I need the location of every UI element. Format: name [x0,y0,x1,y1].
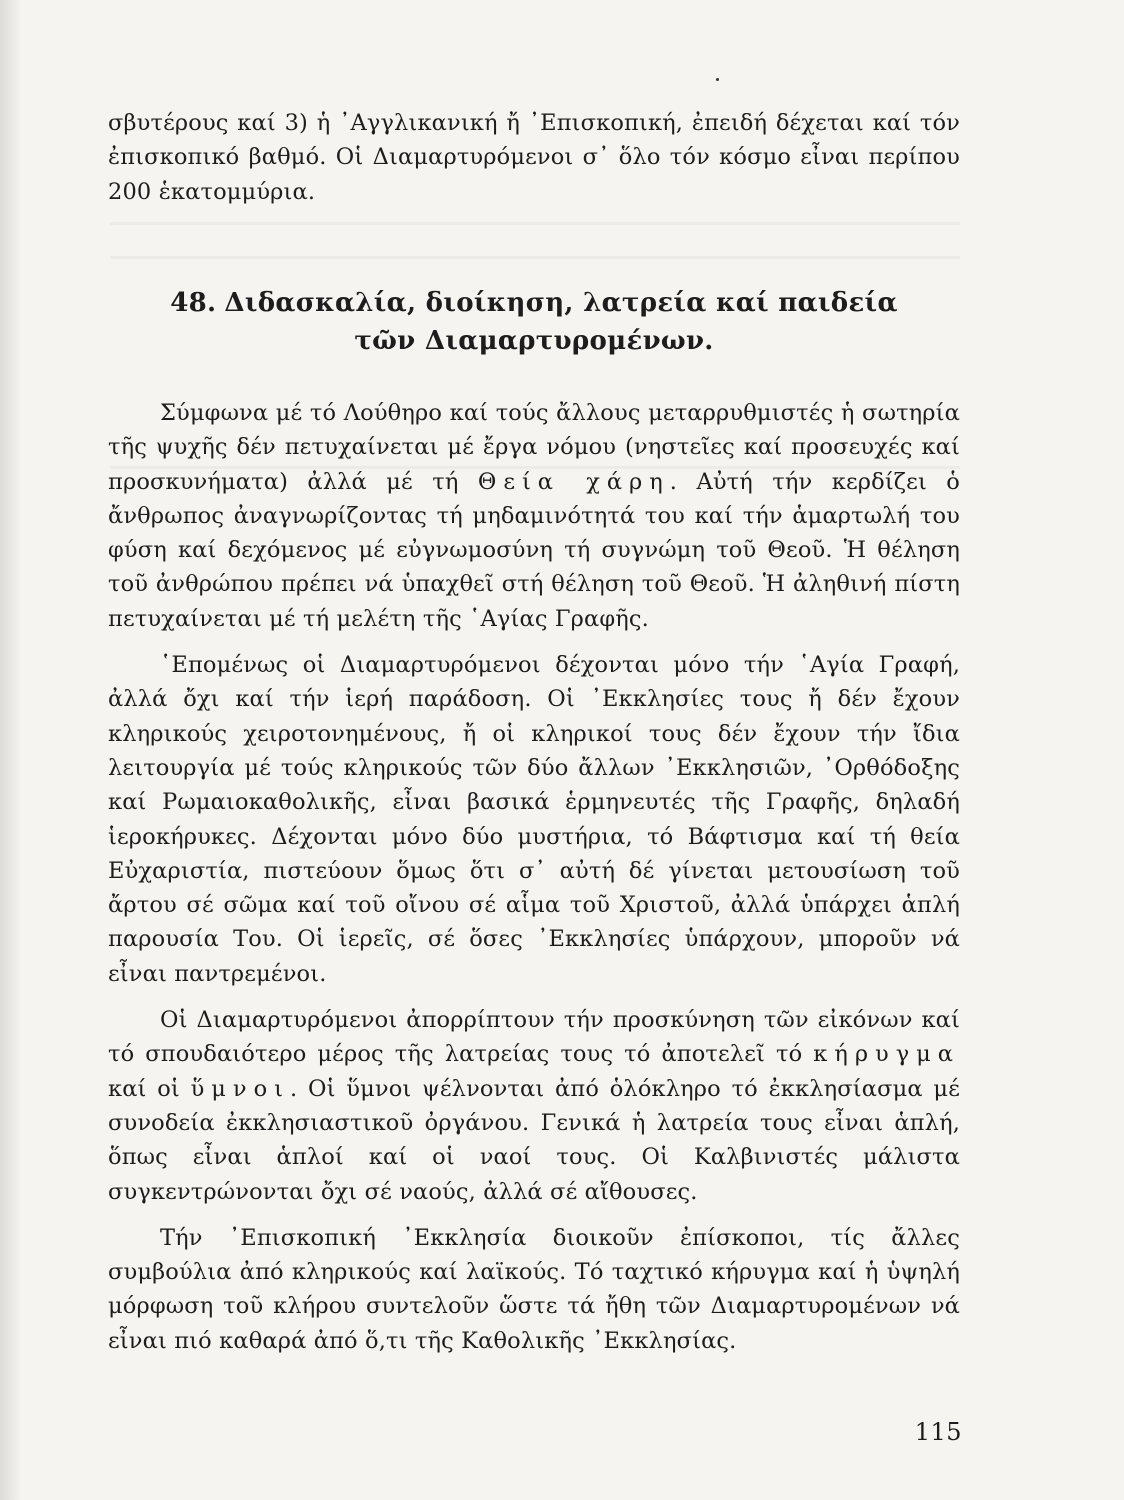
paragraph-salvation [108,396,960,636]
paragraph-text: . Οἱ ὕμνοι ψέλνονται ἀπό ὁλόκληρο τό ἐκκλησίασμα μέ συνοδεία ἐκκλησιαστικοῦ ὀργάνου. Γενικά ἡ λατρεία τους εἶναι ἁπλή, ὅπως εἶναι ἁπλοί καί οἱ ναοί τους. Οἱ Καλβινιστές μάλιστα συγκεντρώνονται ὄχι σέ ναούς, ἀλλά σέ αἴθουσες. [108,1075,961,1205]
section-body [108,396,960,1358]
paragraph-text: Οἱ Διαμαρτυρόμενοι ἀπορρίπτουν τήν προσκύνηση τῶν εἰκόνων καί τό σπουδαιότερο μέρος τῆς λατρείας τους τό ἀποτελεῖ τό [108,1007,960,1068]
continued-paragraph [108,106,960,209]
paragraph-governance: Τήν ᾿Επισκοπική ᾿Εκκλησία διοικοῦν ἐπίσκοποι, τίς ἄλλες συμβούλια ἀπό κληρικούς καί λαϊκούς. Τό ταχτικό κήρυγμα καί ἡ ὑψηλή μόρφωση τοῦ κλήρου συντελοῦν ὥστε τά ἤθη τῶν Διαμαρτυρομένων νά εἶναι πιό καθαρά ἀπό ὅ,τι τῆς Καθολικῆς ᾿Εκκλησίας. [108,1224,960,1354]
section-title-line2: τῶν Διαμαρτυρομένων. [354,326,714,356]
scan-shadow [0,0,22,1500]
section-title-line1: Διδασκαλία, διοίκηση, λατρεία καί παιδεία [224,288,898,318]
paragraph-worship [108,1003,960,1209]
emphasized-text: κήρυγμα [813,1041,960,1068]
emphasized-text: ὕμνοι [190,1075,290,1102]
ink-speck [716,78,719,81]
bleed-through-line [110,222,960,225]
emphasized-text: Θεία χάρη [477,468,670,495]
paragraph-text: καί οἱ [108,1075,180,1102]
section-heading [108,284,960,360]
page-number: 115 [914,1418,962,1446]
section-number: 48. [170,288,217,318]
paragraph-scripture: ῾Επομένως οἱ Διαμαρτυρόμενοι δέχονται μόνο τήν ῾Αγία Γραφή, ἀλλά ὄχι καί τήν ἱερή παράδοση. Οἱ ᾿Εκκλησίες τους ἤ δέν ἔχουν κληρικούς χειροτονημένους, ἤ οἱ κληρικοί τους δέν ἔχουν τήν ἴδια λειτουργία μέ τούς κληρικούς τῶν δύο ἄλλων ᾿Εκκλησιῶν, ᾿Ορθόδοξης καί Ρωμαιοκαθολικῆς, εἶναι βασικά ἑρμηνευτές τῆς Γραφῆς, δηλαδή ἱεροκήρυκες. Δέχονται μόνο δύο μυστήρια, τό Βάφτισμα καί τή θεία Εὐχαριστία, πιστεύουν ὅμως ὅτι σ᾿ αὐτή δέ γίνεται μετουσίωση τοῦ ἄρτου σέ σῶμα καί τοῦ οἴνου σέ αἷμα τοῦ Χριστοῦ, ἀλλά ὑπάρχει ἁπλή παρουσία Του. Οἱ ἱερεῖς, σέ ὅσες ᾿Εκκλησίες ὑπάρχουν, μποροῦν νά εἶναι παντρεμένοι. [108,652,960,987]
paragraph-text: . Αὐτή τήν κερδίζει ὁ ἄνθρωπος ἀναγνωρίζοντας τή μηδαμινότητά του καί τήν ἁμαρτωλή του φύση καί δεχόμενος μέ εὐγνωμοσύνη τή συγνώμη τοῦ Θεοῦ. Ἡ θέληση τοῦ ἀνθρώπου πρέπει νά ὑπαχθεῖ στή θέληση τοῦ Θεοῦ. Ἡ ἀληθινή πίστη πετυχαίνεται μέ τή μελέτη τῆς ῾Αγίας Γραφῆς. [108,468,960,632]
paragraph-text: Σύμφωνα μέ τό Λούθηρο καί τούς ἄλλους μεταρρυθμιστές ἡ σωτηρία τῆς ψυχῆς δέν πετυχαίνεται μέ ἔργα νόμου (νηστεῖες καί προσευχές καί προσκυνήματα) ἀλλά μέ τή [108,400,960,495]
bleed-through-line [110,256,960,259]
paragraph-text: σβυτέρους καί 3) ἡ ᾿Αγγλικανική ἤ ᾿Επισκοπική, ἐπειδή δέχεται καί τόν ἐπισκοπικό βαθμό. Οἱ Διαμαρτυρόμενοι σ᾿ ὅλο τόν κόσμο εἶναι περίπου 200 ἑκατομμύρια. [108,110,960,205]
